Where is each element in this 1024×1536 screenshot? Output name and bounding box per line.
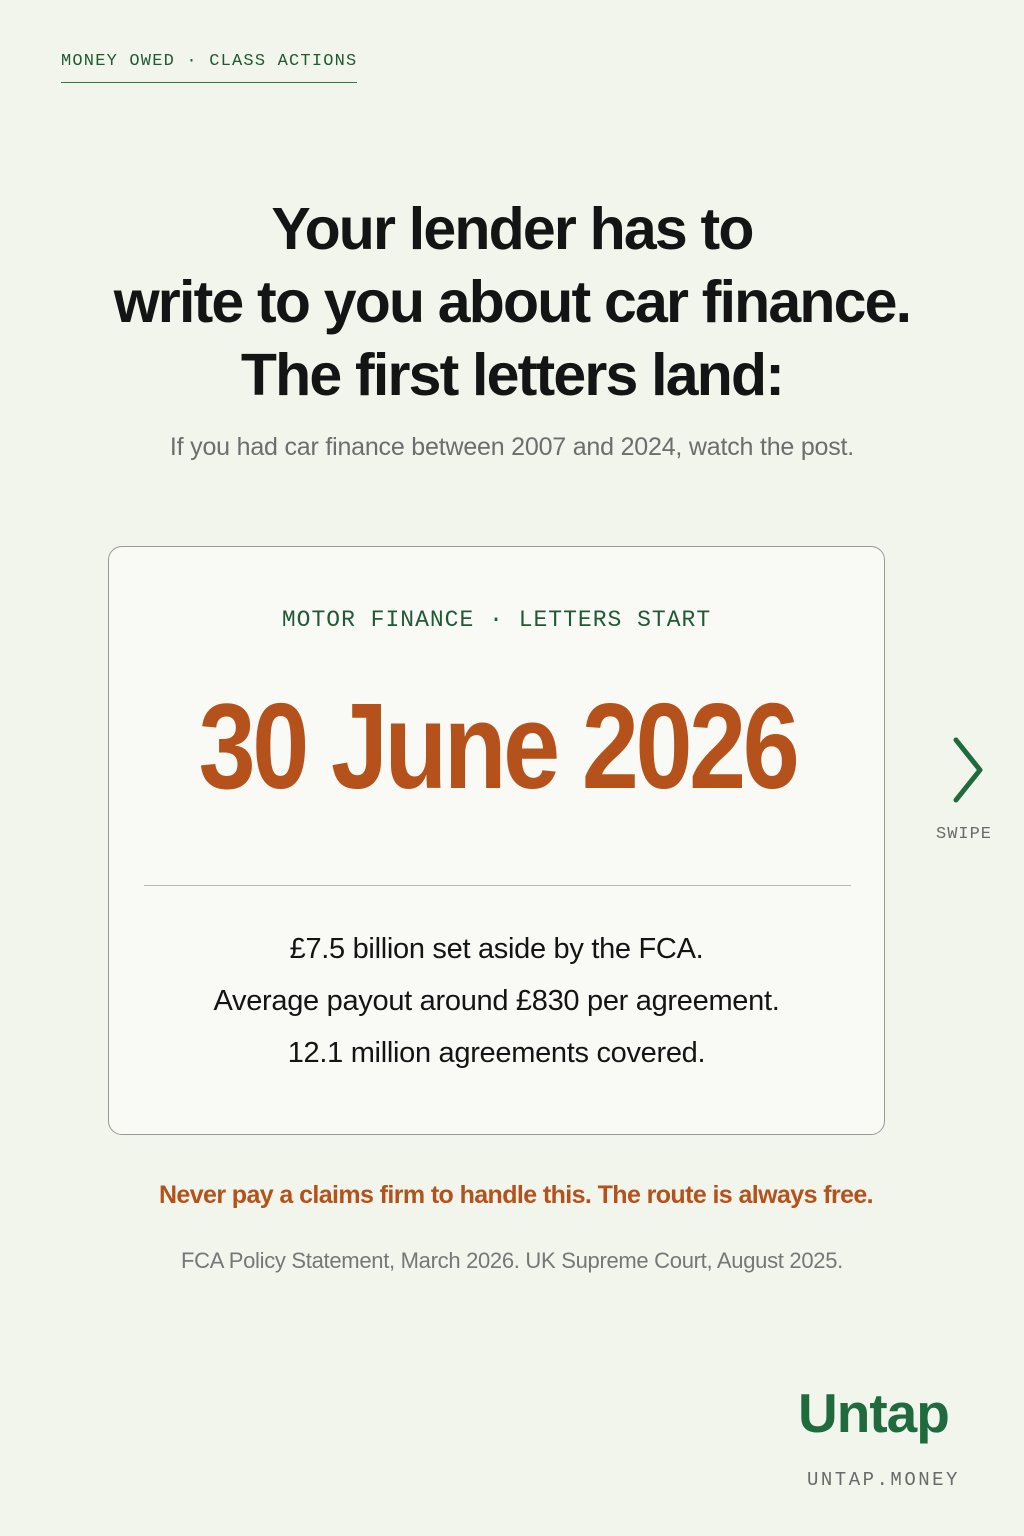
brand-url: UNTAP.MONEY bbox=[807, 1469, 960, 1491]
subtitle: If you had car finance between 2007 and 2024, watch the post. bbox=[169, 433, 855, 461]
headline-line: write to you about car finance. bbox=[113, 269, 911, 335]
card-divider bbox=[144, 885, 851, 886]
section-kicker: MONEY OWED · CLASS ACTIONS bbox=[61, 52, 357, 83]
swipe-label[interactable]: SWIPE bbox=[936, 825, 993, 844]
card-label: MOTOR FINANCE · LETTERS START bbox=[281, 607, 712, 633]
date-card bbox=[108, 546, 885, 1135]
headline bbox=[0, 193, 1024, 412]
brand-logo: Untap bbox=[798, 1382, 949, 1444]
card-facts bbox=[109, 929, 884, 1085]
source-note: FCA Policy Statement, March 2026. UK Supreme Court, August 2025. bbox=[181, 1248, 843, 1273]
warning-text: Never pay a claims firm to handle this. The route is always free. bbox=[158, 1181, 874, 1209]
fact-line: 12.1 million agreements covered. bbox=[287, 1037, 706, 1069]
key-date: 30 June 2026 bbox=[198, 678, 797, 814]
fact-line: Average payout around £830 per agreement. bbox=[213, 985, 780, 1017]
fact-line: £7.5 billion set aside by the FCA. bbox=[289, 933, 704, 965]
headline-line: The first letters land: bbox=[240, 342, 784, 408]
headline-line: Your lender has to bbox=[271, 196, 753, 262]
chevron-right-icon[interactable] bbox=[944, 736, 992, 804]
